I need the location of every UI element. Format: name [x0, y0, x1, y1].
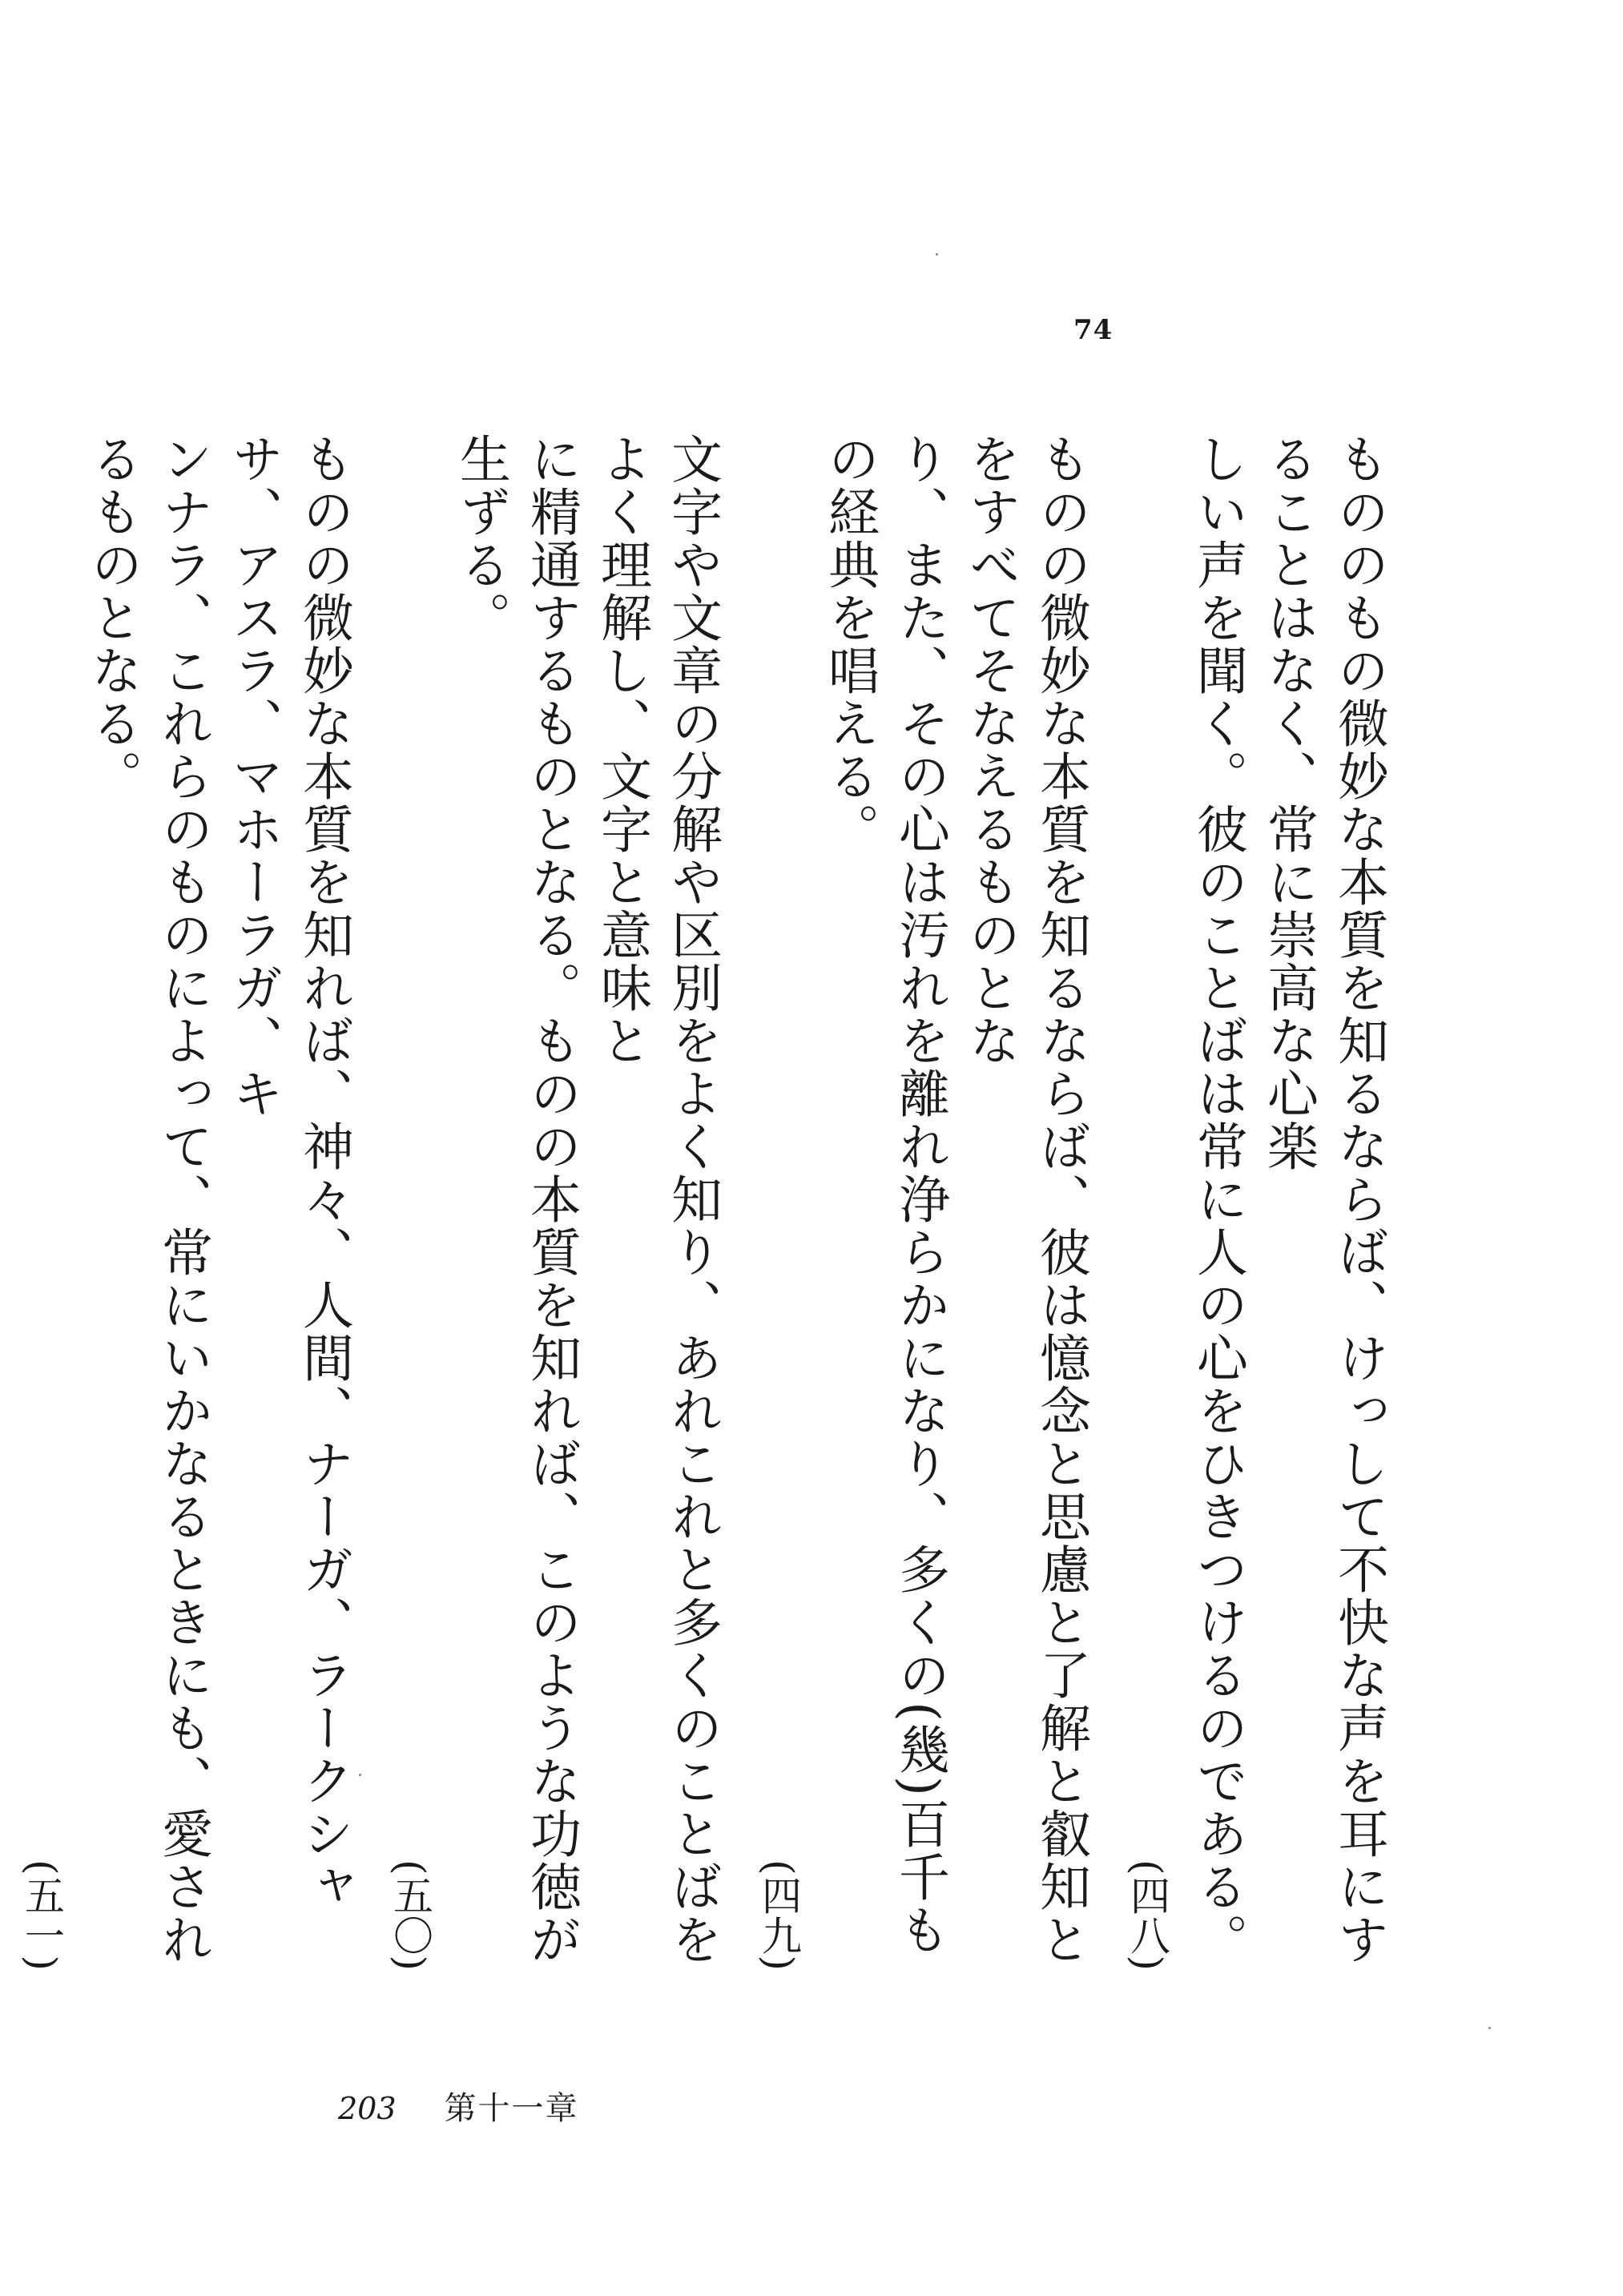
scan-speck [1488, 2027, 1491, 2029]
page-number: 74 [1073, 314, 1114, 346]
scan-speck [936, 253, 938, 256]
verse-line: ンナラ、これらのものによって、常にいかなるときにも、愛されるものとなる。 [83, 433, 212, 1966]
page-footer [338, 2083, 579, 2127]
verse-line: ものの微妙な本質を知るならば、彼は憶念と思慮と了解と叡知とをすべてそなえるものとな [961, 433, 1090, 1966]
verse-line: ものの微妙な本質を知れば、神々、人間、ナーガ、ラークシャサ、アスラ、マホーラガ、キ [224, 433, 353, 1913]
verse-line: しい声を聞く。彼のことばは常に人の心をひきつけるのである。 [1188, 433, 1247, 1966]
vertical-text-body [18, 433, 1394, 1971]
verse-51 [6, 433, 359, 1971]
footer-chapter-title: 第十一章 [444, 2090, 579, 2127]
verse-line: もののもの微妙な本質を知るならば、けっして不快な声を耳にすることはなく、常に崇高な心楽 [1259, 433, 1388, 1966]
footer-page-number: 203 [338, 2091, 397, 2126]
verse-line: 文字や文章の分解や区別をよく知り、あれこれと多くのことばをよく理解し、文字と意味と [592, 433, 722, 1966]
verse-number: (五〇) [387, 1859, 433, 1971]
verse-48 [1112, 433, 1394, 1971]
verse-line: り、また、その心は汚れを離れ浄らかになり、多くの(幾)百千もの経典を唱える。 [820, 433, 949, 1956]
verse-number: (五一) [18, 1859, 65, 1971]
verse-number: (四九) [755, 1859, 802, 1971]
scan-speck [359, 1774, 361, 1776]
verse-line: に精通するものとなる。ものの本質を知れば、このような功徳が生ずる。 [451, 433, 581, 1966]
verse-50 [375, 433, 727, 1971]
verse-49 [743, 433, 1096, 1971]
verse-number: (四八) [1124, 1859, 1170, 1971]
